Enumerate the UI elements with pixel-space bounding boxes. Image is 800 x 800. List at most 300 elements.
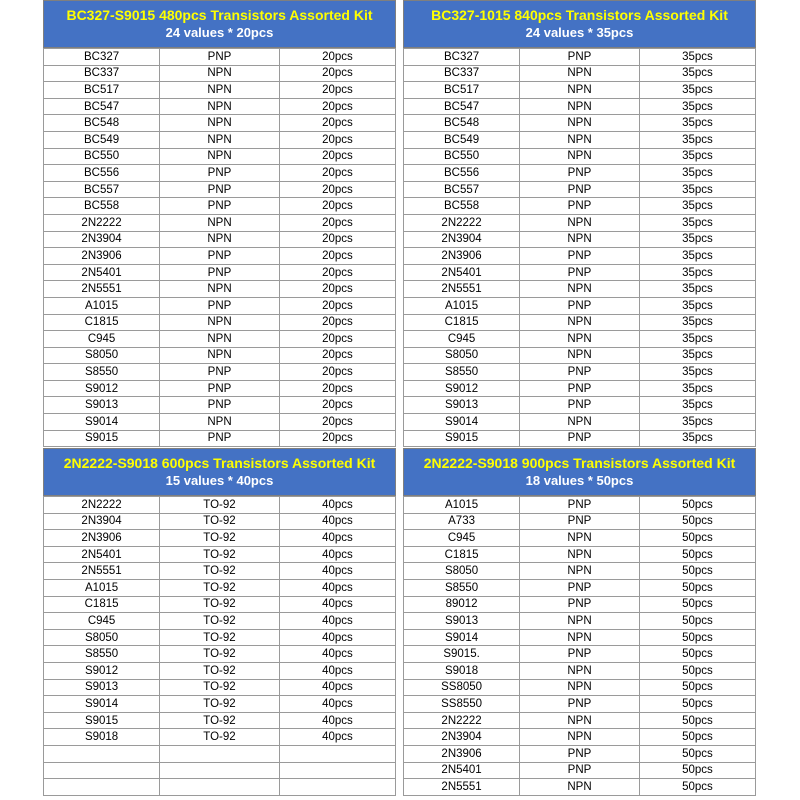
part-number-cell: C945: [404, 331, 520, 348]
type-cell: TO-92: [160, 613, 280, 630]
type-cell: NPN: [160, 82, 280, 99]
table-row: [44, 613, 396, 630]
quantity-cell: 40pcs: [279, 546, 395, 563]
part-number-cell: BC558: [404, 198, 520, 215]
part-number-cell: 2N5551: [404, 779, 520, 796]
type-cell: PNP: [520, 380, 640, 397]
table-row: [44, 430, 396, 447]
table-row: [404, 214, 756, 231]
part-number-cell: S9015: [44, 430, 160, 447]
quantity-cell: 50pcs: [639, 679, 755, 696]
type-cell: NPN: [160, 414, 280, 431]
part-number-cell: BC547: [44, 98, 160, 115]
table-row: [44, 65, 396, 82]
part-number-cell: [44, 779, 160, 796]
type-cell: PNP: [520, 497, 640, 514]
table-row: [44, 331, 396, 348]
kit-title: BC327-1015 840pcs Transistors Assorted Kit: [431, 7, 728, 23]
part-number-cell: BC550: [44, 148, 160, 165]
quantity-cell: 20pcs: [279, 248, 395, 265]
part-number-cell: S9014: [404, 414, 520, 431]
part-number-cell: 2N5401: [404, 762, 520, 779]
table-row: [44, 596, 396, 613]
quantity-cell: 20pcs: [279, 297, 395, 314]
part-number-cell: 2N5401: [44, 546, 160, 563]
part-number-cell: C945: [44, 613, 160, 630]
type-cell: NPN: [520, 613, 640, 630]
type-cell: PNP: [520, 596, 640, 613]
type-cell: NPN: [520, 131, 640, 148]
quantity-cell: 20pcs: [279, 98, 395, 115]
table-row: [44, 712, 396, 729]
table-row: [44, 314, 396, 331]
type-cell: NPN: [520, 347, 640, 364]
table-row: [44, 380, 396, 397]
table-row: [404, 679, 756, 696]
kit-table: [403, 496, 756, 796]
type-cell: [160, 779, 280, 796]
quantity-cell: 40pcs: [279, 629, 395, 646]
type-cell: PNP: [160, 165, 280, 182]
type-cell: NPN: [520, 115, 640, 132]
quantity-cell: 35pcs: [639, 380, 755, 397]
type-cell: NPN: [520, 729, 640, 746]
kit-subtitle: 18 values * 50pcs: [525, 473, 634, 488]
type-cell: TO-92: [160, 563, 280, 580]
part-number-cell: S9014: [44, 696, 160, 713]
part-number-cell: C1815: [44, 596, 160, 613]
table-row: [44, 214, 396, 231]
quantity-cell: [279, 762, 395, 779]
part-number-cell: S8050: [404, 347, 520, 364]
kit-subtitle: 24 values * 35pcs: [525, 25, 634, 40]
quantity-cell: 35pcs: [639, 148, 755, 165]
type-cell: TO-92: [160, 729, 280, 746]
part-number-cell: A733: [404, 513, 520, 530]
part-number-cell: C1815: [404, 314, 520, 331]
table-row: [404, 98, 756, 115]
part-number-cell: S9012: [44, 662, 160, 679]
part-number-cell: S9014: [44, 414, 160, 431]
type-cell: NPN: [520, 530, 640, 547]
part-number-cell: 2N2222: [404, 712, 520, 729]
table-row: [404, 397, 756, 414]
type-cell: TO-92: [160, 546, 280, 563]
table-row: [44, 513, 396, 530]
quantity-cell: 20pcs: [279, 414, 395, 431]
part-number-cell: S8050: [44, 629, 160, 646]
kit-table: [43, 48, 396, 447]
part-number-cell: 2N5401: [404, 264, 520, 281]
quantity-cell: 40pcs: [279, 530, 395, 547]
table-row: [44, 497, 396, 514]
quantity-cell: 40pcs: [279, 497, 395, 514]
type-cell: NPN: [160, 347, 280, 364]
quantity-cell: 40pcs: [279, 613, 395, 630]
part-number-cell: BC547: [404, 98, 520, 115]
part-number-cell: BC327: [404, 49, 520, 66]
table-row: [404, 745, 756, 762]
quantity-cell: 50pcs: [639, 729, 755, 746]
part-number-cell: 2N3904: [404, 729, 520, 746]
part-number-cell: BC517: [404, 82, 520, 99]
quantity-cell: 35pcs: [639, 364, 755, 381]
type-cell: TO-92: [160, 646, 280, 663]
part-number-cell: BC557: [404, 181, 520, 198]
type-cell: PNP: [520, 513, 640, 530]
part-number-cell: S9012: [404, 380, 520, 397]
type-cell: PNP: [520, 430, 640, 447]
quantity-cell: 40pcs: [279, 596, 395, 613]
table-row: [44, 646, 396, 663]
type-cell: NPN: [160, 281, 280, 298]
quantity-cell: 20pcs: [279, 314, 395, 331]
type-cell: NPN: [520, 214, 640, 231]
table-row: [44, 165, 396, 182]
type-cell: TO-92: [160, 497, 280, 514]
type-cell: NPN: [520, 414, 640, 431]
table-row: [404, 148, 756, 165]
part-number-cell: [44, 762, 160, 779]
quantity-cell: 40pcs: [279, 579, 395, 596]
table-row: [404, 662, 756, 679]
quantity-cell: 35pcs: [639, 347, 755, 364]
quantity-cell: 35pcs: [639, 297, 755, 314]
quantity-cell: 20pcs: [279, 198, 395, 215]
quantity-cell: 20pcs: [279, 347, 395, 364]
part-number-cell: BC549: [44, 131, 160, 148]
quantity-cell: 20pcs: [279, 148, 395, 165]
table-row: [404, 629, 756, 646]
table-row: [44, 281, 396, 298]
part-number-cell: BC327: [44, 49, 160, 66]
part-number-cell: 2N3904: [44, 513, 160, 530]
quantity-cell: 35pcs: [639, 115, 755, 132]
quantity-cell: 20pcs: [279, 131, 395, 148]
kit-header: [403, 448, 756, 496]
quantity-cell: 40pcs: [279, 662, 395, 679]
table-row: [44, 629, 396, 646]
part-number-cell: 2N2222: [44, 497, 160, 514]
table-row: [404, 696, 756, 713]
kit-header: [43, 0, 396, 48]
type-cell: PNP: [520, 696, 640, 713]
part-number-cell: BC548: [44, 115, 160, 132]
quantity-cell: 20pcs: [279, 181, 395, 198]
table-row: [44, 662, 396, 679]
type-cell: PNP: [160, 397, 280, 414]
part-number-cell: 2N3906: [404, 248, 520, 265]
table-row: [44, 181, 396, 198]
part-number-cell: [44, 745, 160, 762]
quantity-cell: 50pcs: [639, 530, 755, 547]
type-cell: TO-92: [160, 530, 280, 547]
table-row: [404, 165, 756, 182]
quantity-cell: 20pcs: [279, 331, 395, 348]
quantity-cell: 35pcs: [639, 248, 755, 265]
type-cell: NPN: [520, 331, 640, 348]
quantity-cell: 20pcs: [279, 65, 395, 82]
quantity-cell: 40pcs: [279, 679, 395, 696]
quantity-cell: 50pcs: [639, 596, 755, 613]
table-row: [404, 414, 756, 431]
table-row: [44, 347, 396, 364]
table-row: [44, 729, 396, 746]
table-row: [44, 364, 396, 381]
type-cell: NPN: [160, 98, 280, 115]
part-number-cell: 2N5551: [44, 281, 160, 298]
table-row: [404, 546, 756, 563]
part-number-cell: C1815: [404, 546, 520, 563]
type-cell: PNP: [520, 646, 640, 663]
table-row: [44, 248, 396, 265]
type-cell: PNP: [160, 430, 280, 447]
type-cell: NPN: [520, 546, 640, 563]
quantity-cell: 35pcs: [639, 165, 755, 182]
table-row: [404, 115, 756, 132]
quantity-cell: 50pcs: [639, 712, 755, 729]
quantity-cell: 40pcs: [279, 563, 395, 580]
type-cell: TO-92: [160, 579, 280, 596]
quantity-cell: 50pcs: [639, 513, 755, 530]
type-cell: NPN: [160, 314, 280, 331]
quantity-cell: 35pcs: [639, 82, 755, 99]
type-cell: PNP: [520, 165, 640, 182]
table-row: [44, 115, 396, 132]
table-row: [404, 579, 756, 596]
type-cell: PNP: [160, 49, 280, 66]
table-row: [44, 762, 396, 779]
part-number-cell: S9015: [44, 712, 160, 729]
quantity-cell: 20pcs: [279, 49, 395, 66]
type-cell: NPN: [520, 98, 640, 115]
type-cell: PNP: [520, 181, 640, 198]
table-row: [404, 430, 756, 447]
part-number-cell: 2N3904: [404, 231, 520, 248]
quantity-cell: 20pcs: [279, 231, 395, 248]
part-number-cell: 2N2222: [44, 214, 160, 231]
part-number-cell: SS8550: [404, 696, 520, 713]
table-row: [404, 297, 756, 314]
part-number-cell: C1815: [44, 314, 160, 331]
quantity-cell: 20pcs: [279, 380, 395, 397]
table-row: [404, 65, 756, 82]
quantity-cell: 35pcs: [639, 49, 755, 66]
quantity-cell: 35pcs: [639, 181, 755, 198]
part-number-cell: S9015.: [404, 646, 520, 663]
type-cell: NPN: [160, 148, 280, 165]
part-number-cell: BC517: [44, 82, 160, 99]
quantity-cell: 50pcs: [639, 745, 755, 762]
quantity-cell: 50pcs: [639, 779, 755, 796]
part-number-cell: BC548: [404, 115, 520, 132]
table-row: [404, 347, 756, 364]
quantity-cell: 35pcs: [639, 414, 755, 431]
kit-panel-2n2222-600: [43, 448, 396, 800]
type-cell: [160, 745, 280, 762]
type-cell: NPN: [520, 82, 640, 99]
kit-subtitle: 15 values * 40pcs: [165, 473, 274, 488]
type-cell: TO-92: [160, 712, 280, 729]
table-row: [404, 331, 756, 348]
table-row: [404, 530, 756, 547]
part-number-cell: S9013: [404, 613, 520, 630]
quantity-cell: [279, 745, 395, 762]
table-row: [44, 530, 396, 547]
part-number-cell: A1015: [44, 579, 160, 596]
type-cell: NPN: [160, 214, 280, 231]
part-number-cell: A1015: [404, 297, 520, 314]
table-row: [44, 579, 396, 596]
part-number-cell: BC549: [404, 131, 520, 148]
table-row: [404, 314, 756, 331]
table-row: [44, 231, 396, 248]
part-number-cell: S9012: [44, 380, 160, 397]
part-number-cell: C945: [44, 331, 160, 348]
table-row: [404, 264, 756, 281]
type-cell: PNP: [160, 380, 280, 397]
quantity-cell: [279, 779, 395, 796]
table-row: [404, 729, 756, 746]
table-row: [404, 596, 756, 613]
quantity-cell: 40pcs: [279, 696, 395, 713]
type-cell: PNP: [160, 248, 280, 265]
type-cell: PNP: [520, 745, 640, 762]
quantity-cell: 20pcs: [279, 165, 395, 182]
kit-panel-2n2222-900: [403, 448, 756, 800]
table-row: [404, 563, 756, 580]
table-row: [44, 745, 396, 762]
part-number-cell: S9014: [404, 629, 520, 646]
type-cell: PNP: [520, 248, 640, 265]
kit-subtitle: 24 values * 20pcs: [165, 25, 274, 40]
type-cell: NPN: [520, 779, 640, 796]
type-cell: PNP: [520, 397, 640, 414]
type-cell: NPN: [160, 231, 280, 248]
kit-title: 2N2222-S9018 600pcs Transistors Assorted Kit: [63, 455, 376, 471]
quantity-cell: 35pcs: [639, 198, 755, 215]
part-number-cell: BC556: [404, 165, 520, 182]
table-row: [44, 98, 396, 115]
type-cell: NPN: [520, 629, 640, 646]
quantity-cell: 50pcs: [639, 762, 755, 779]
quantity-cell: 50pcs: [639, 546, 755, 563]
type-cell: NPN: [520, 231, 640, 248]
type-cell: TO-92: [160, 696, 280, 713]
type-cell: PNP: [160, 264, 280, 281]
type-cell: TO-92: [160, 629, 280, 646]
quantity-cell: 35pcs: [639, 331, 755, 348]
table-row: [404, 49, 756, 66]
part-number-cell: 2N3906: [404, 745, 520, 762]
part-number-cell: BC558: [44, 198, 160, 215]
part-number-cell: 2N2222: [404, 214, 520, 231]
table-row: [404, 712, 756, 729]
table-row: [44, 696, 396, 713]
quantity-cell: 50pcs: [639, 497, 755, 514]
part-number-cell: BC557: [44, 181, 160, 198]
table-row: [404, 779, 756, 796]
quantity-cell: 50pcs: [639, 579, 755, 596]
type-cell: NPN: [160, 331, 280, 348]
table-row: [404, 82, 756, 99]
type-cell: TO-92: [160, 596, 280, 613]
type-cell: NPN: [520, 563, 640, 580]
type-cell: PNP: [160, 297, 280, 314]
part-number-cell: S8050: [44, 347, 160, 364]
quantity-cell: 20pcs: [279, 264, 395, 281]
quantity-cell: 40pcs: [279, 729, 395, 746]
quantity-cell: 50pcs: [639, 696, 755, 713]
type-cell: NPN: [520, 65, 640, 82]
type-cell: PNP: [160, 364, 280, 381]
quantity-cell: 35pcs: [639, 281, 755, 298]
table-row: [44, 131, 396, 148]
quantity-cell: 20pcs: [279, 115, 395, 132]
type-cell: PNP: [520, 364, 640, 381]
type-cell: NPN: [160, 115, 280, 132]
quantity-cell: 50pcs: [639, 629, 755, 646]
quantity-cell: 40pcs: [279, 646, 395, 663]
part-number-cell: S9013: [404, 397, 520, 414]
table-row: [404, 281, 756, 298]
quantity-cell: 35pcs: [639, 214, 755, 231]
part-number-cell: 2N3906: [44, 530, 160, 547]
type-cell: [160, 762, 280, 779]
quantity-cell: 35pcs: [639, 397, 755, 414]
table-row: [404, 513, 756, 530]
part-number-cell: BC337: [44, 65, 160, 82]
type-cell: NPN: [520, 314, 640, 331]
table-row: [44, 49, 396, 66]
type-cell: NPN: [520, 281, 640, 298]
table-row: [44, 397, 396, 414]
part-number-cell: 2N5551: [44, 563, 160, 580]
part-number-cell: C945: [404, 530, 520, 547]
quantity-cell: 35pcs: [639, 131, 755, 148]
type-cell: NPN: [520, 148, 640, 165]
quantity-cell: 50pcs: [639, 646, 755, 663]
kit-table: [403, 48, 756, 447]
table-row: [404, 131, 756, 148]
table-row: [404, 198, 756, 215]
quantity-cell: 35pcs: [639, 264, 755, 281]
part-number-cell: 2N5401: [44, 264, 160, 281]
part-number-cell: S9018: [44, 729, 160, 746]
table-row: [44, 297, 396, 314]
part-number-cell: A1015: [404, 497, 520, 514]
type-cell: PNP: [520, 198, 640, 215]
table-row: [404, 248, 756, 265]
table-row: [404, 181, 756, 198]
part-number-cell: 2N3906: [44, 248, 160, 265]
type-cell: NPN: [520, 712, 640, 729]
part-number-cell: S8050: [404, 563, 520, 580]
kit-panel-bc327-s9015: [43, 0, 396, 448]
part-number-cell: SS8050: [404, 679, 520, 696]
table-row: [404, 613, 756, 630]
type-cell: PNP: [520, 762, 640, 779]
kit-panel-bc327-1015: [403, 0, 756, 448]
part-number-cell: S9013: [44, 679, 160, 696]
type-cell: NPN: [160, 65, 280, 82]
part-number-cell: BC337: [404, 65, 520, 82]
quantity-cell: 35pcs: [639, 98, 755, 115]
type-cell: PNP: [520, 49, 640, 66]
type-cell: PNP: [160, 181, 280, 198]
part-number-cell: S9015: [404, 430, 520, 447]
table-row: [404, 497, 756, 514]
